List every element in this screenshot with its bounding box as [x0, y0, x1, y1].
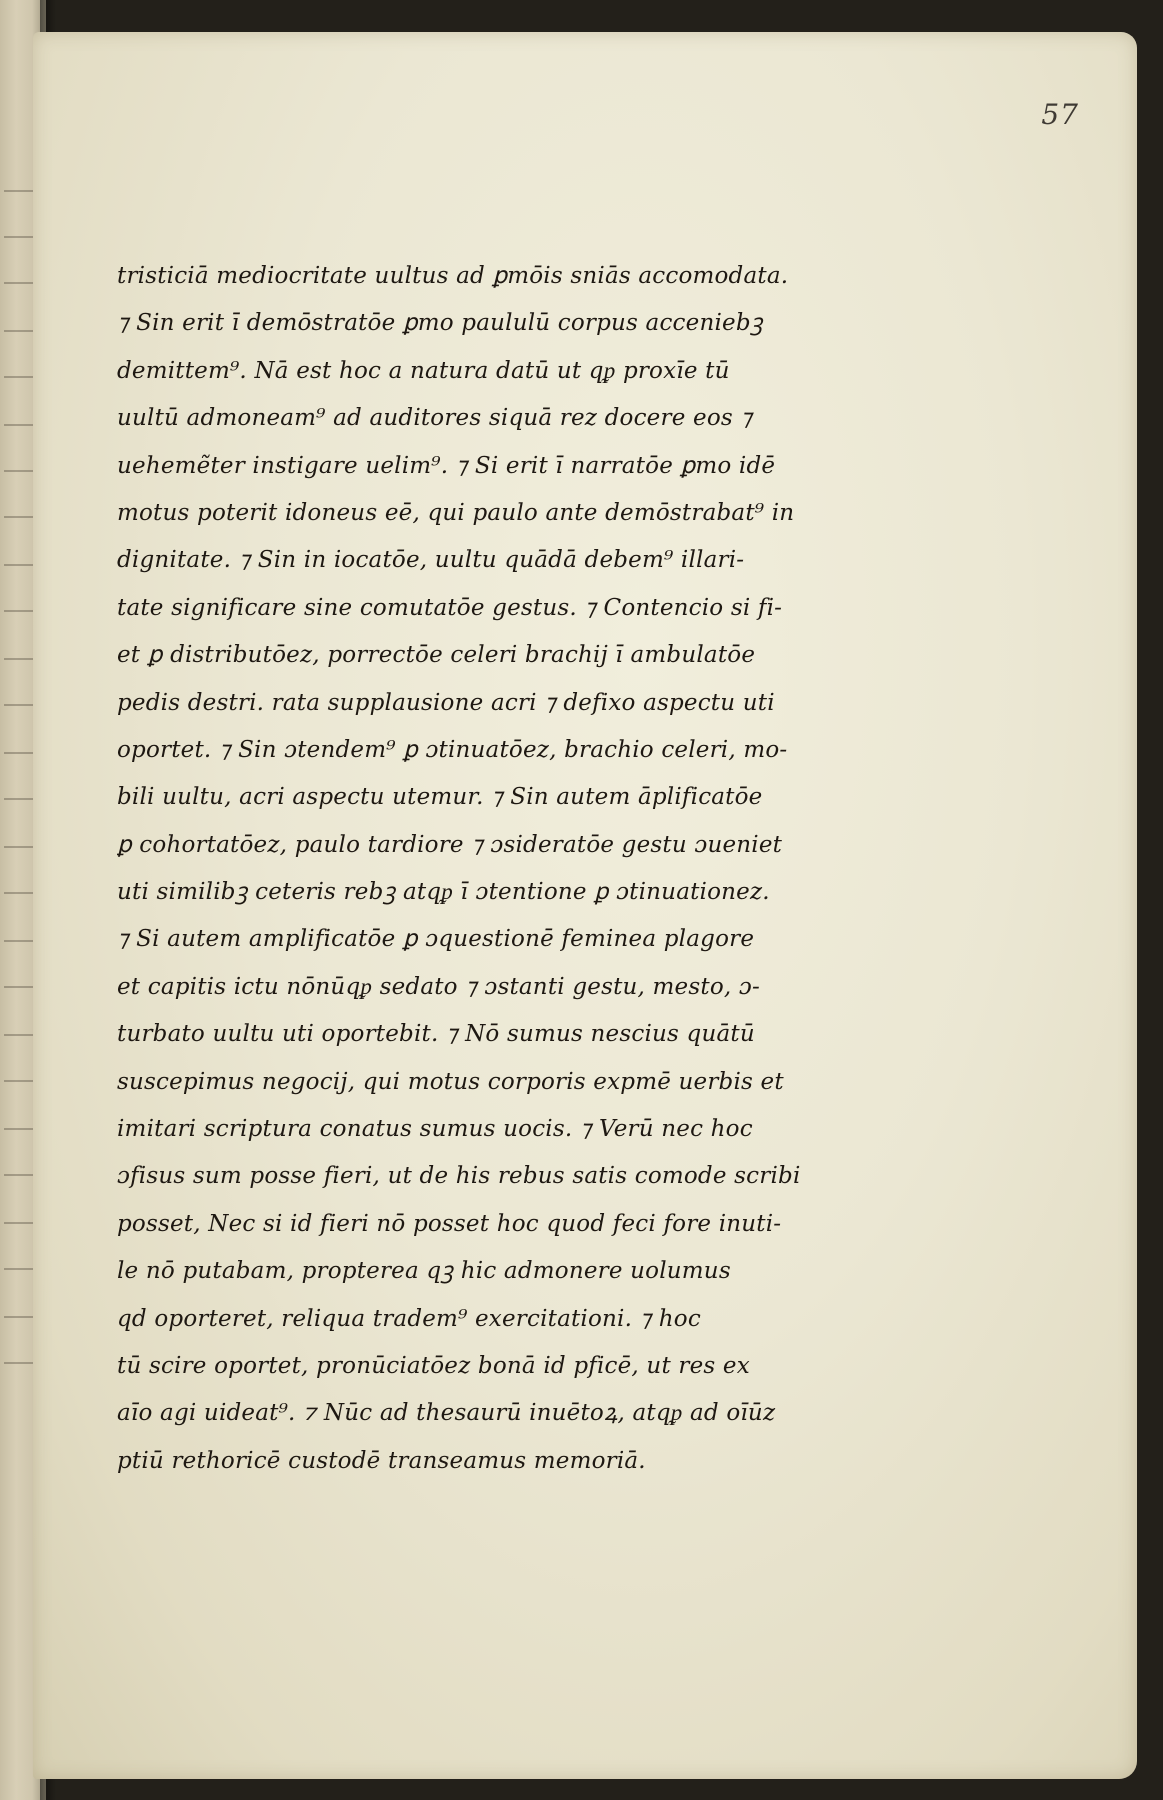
- text-line: tristiciā mediocritate uultus ad ꝑmōis sniās accomodata.: [117, 263, 789, 289]
- text-line: et ꝑ distributōez, porrectōe celeri brachij ī ambulatōe: [117, 642, 756, 669]
- ink-bleed: [4, 190, 34, 196]
- text-line: ⁊ Si autem amplificatōe ꝑ ɔquestionē feminea plagore: [117, 926, 755, 953]
- ink-bleed: [4, 892, 34, 898]
- folio-number: 57: [1041, 98, 1079, 131]
- ink-bleed: [4, 1222, 34, 1228]
- ink-bleed: [4, 752, 34, 758]
- text-line: motus poterit idoneus eē, qui paulo ante demōstrabat⁹ in: [117, 499, 795, 526]
- text-line: ꝑ cohortatōez, paulo tardiore ⁊ ɔsideratōe gestu ɔueniet: [117, 831, 783, 858]
- text-line: bili uultu, acri aspectu utemur. ⁊ Sin autem āplificatōe: [117, 784, 763, 811]
- text-line: uultū admoneam⁹ ad auditores siquā rez docere eos ⁊: [117, 405, 753, 432]
- ink-bleed: [4, 330, 34, 336]
- text-line: dignitate. ⁊ Sin in iocatōe, uultu quādā debem⁹ illari-: [117, 547, 745, 574]
- text-line: oportet. ⁊ Sin ɔtendem⁹ ꝑ ɔtinuatōez, brachio celeri, mo-: [117, 736, 788, 763]
- ink-bleed: [4, 940, 34, 946]
- ink-bleed: [4, 986, 34, 992]
- text-line: tū scire oportet, pronūciatōez bonā id pficē, ut res ex: [117, 1352, 750, 1379]
- ink-bleed: [4, 846, 34, 852]
- ink-bleed: [4, 1268, 34, 1274]
- text-line: imitari scriptura conatus sumus uocis. ⁊ Verū nec hoc: [117, 1116, 753, 1143]
- ink-bleed: [4, 282, 34, 288]
- ink-bleed: [4, 1316, 34, 1322]
- text-line: ⁊ Sin erit ī demōstratōe ꝑmo paululū corpus acceniebꝫ: [117, 310, 763, 337]
- text-line: ptiū rethoricē custodē transeamus memoriā.: [117, 1447, 646, 1474]
- ink-bleed: [4, 424, 34, 430]
- ink-bleed: [4, 704, 34, 710]
- text-line: suscepimus negocij, qui motus corporis expmē uerbis et: [117, 1068, 784, 1095]
- text-line: turbato uultu uti oportebit. ⁊ Nō sumus nescius quātū: [117, 1021, 755, 1048]
- text-line: demittem⁹. Nā est hoc a natura datū ut qᵱ proxīe tū: [117, 357, 730, 384]
- text-line: posset, Nec si id fieri nō posset hoc quod feci fore inuti-: [117, 1210, 782, 1237]
- ink-bleed: [4, 1174, 34, 1180]
- ink-bleed: [4, 470, 34, 476]
- text-line: uehemẽter instigare uelim⁹. ⁊ Si erit ī narratōe ꝑmo idē: [117, 452, 776, 479]
- ink-bleed: [4, 610, 34, 616]
- ink-bleed: [4, 236, 34, 242]
- text-line: tate significare sine comutatōe gestus. ⁊ Contencio si fi-: [117, 594, 783, 621]
- text-line: aīo agi uideat⁹. ⁊ Nūc ad thesaurū inuētoꝝ, atqᵱ ad oīūz: [117, 1400, 776, 1427]
- ink-bleed: [4, 376, 34, 382]
- ink-bleed: [4, 658, 34, 664]
- text-line: qd oporteret, reliqua tradem⁹ exercitationi. ⁊ hoc: [117, 1305, 701, 1332]
- manuscript-page: [33, 32, 1137, 1779]
- text-line: pedis destri. rata supplausione acri ⁊ defixo aspectu uti: [117, 689, 775, 716]
- ink-bleed: [4, 1080, 34, 1086]
- text-line: uti similibꝫ ceteris rebꝫ atqᵱ ī ɔtentione ꝑ ɔtinuationez.: [117, 879, 770, 906]
- text-line: le nō putabam, propterea qꝫ hic admonere uolumus: [117, 1258, 731, 1285]
- ink-bleed: [4, 516, 34, 522]
- ink-bleed: [4, 1128, 34, 1134]
- ink-bleed: [4, 1034, 34, 1040]
- text-block: [117, 253, 937, 1485]
- text-line: ɔfisus sum posse fieri, ut de his rebus satis comode scribi: [117, 1163, 801, 1190]
- ink-bleed: [4, 1362, 34, 1368]
- ink-bleed: [4, 798, 34, 804]
- text-line: et capitis ictu nōnūqᵱ sedato ⁊ ɔstanti gestu, mesto, ɔ-: [117, 973, 760, 1000]
- ink-bleed: [4, 564, 34, 570]
